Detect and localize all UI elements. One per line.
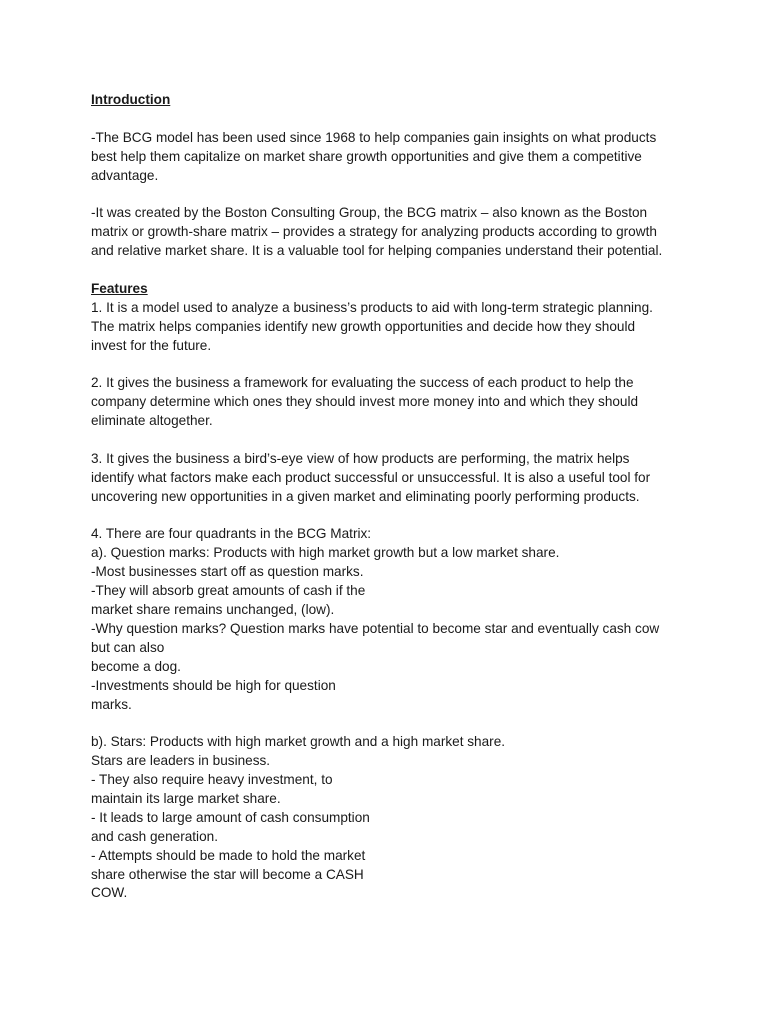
spacer (91, 355, 711, 374)
text-line: b). Stars: Products with high market growth and a high market share. (91, 734, 506, 750)
introduction-paragraph-2 (91, 204, 711, 261)
features-item-3 (91, 450, 711, 507)
text-line: Stars are leaders in business. (91, 753, 271, 769)
text-line: uncovering new opportunities in a given market and eliminating poorly performing products. (91, 488, 640, 504)
features-heading: Features (91, 280, 148, 296)
text-line: a). Question marks: Products with high market growth but a low market share. (91, 545, 560, 561)
text-line: 4. There are four quadrants in the BCG Matrix: (91, 526, 372, 542)
text-line: matrix or growth-share matrix – provides a strategy for analyzing products according to growth (91, 224, 657, 240)
text-line: and cash generation. (91, 828, 218, 844)
spacer (91, 507, 711, 526)
text-line: best help them capitalize on market share growth opportunities and give them a competitive (91, 148, 642, 164)
text-line: COW. (91, 885, 128, 901)
text-line: -Why question marks? Question marks have potential to become star and eventually cash cow (91, 620, 660, 636)
text-line: advantage. (91, 167, 159, 183)
spacer (91, 714, 711, 733)
text-line: identify what factors make each product successful or unsuccessful. It is also a useful tool for (91, 469, 651, 485)
text-line: market share remains unchanged, (low). (91, 602, 335, 618)
document-page (91, 91, 711, 903)
text-line: become a dog. (91, 658, 181, 674)
features-item-4 (91, 525, 711, 714)
introduction-heading: Introduction (91, 92, 171, 107)
spacer (91, 185, 711, 204)
text-line: and relative market share. It is a valuable tool for helping companies understand their potential. (91, 243, 663, 259)
text-line: marks. (91, 696, 132, 712)
introduction-paragraph-1 (91, 129, 711, 186)
text-line: 3. It gives the business a bird’s-eye view of how products are performing, the matrix helps (91, 450, 630, 466)
text-line: 1. It is a model used to analyze a business’s products to aid with long-term strategic planning. (91, 299, 653, 315)
spacer (91, 110, 711, 129)
text-line: company determine which ones they should invest more money into and which they should (91, 394, 639, 410)
text-line: -The BCG model has been used since 1968 to help companies gain insights on what products (91, 129, 657, 145)
features-item-4b-stars (91, 733, 711, 903)
spacer (91, 431, 711, 450)
text-line: maintain its large market share. (91, 790, 281, 806)
text-line: share otherwise the star will become a CASH (91, 866, 364, 882)
text-line: -It was created by the Boston Consulting Group, the BCG matrix – also known as the Boston (91, 205, 648, 221)
text-line: invest for the future. (91, 337, 212, 353)
text-line: - Attempts should be made to hold the market (91, 847, 366, 863)
text-line: -Most businesses start off as question marks. (91, 564, 364, 580)
text-line: -They will absorb great amounts of cash if the (91, 583, 366, 599)
text-line: but can also (91, 639, 165, 655)
text-line: -Investments should be high for question (91, 677, 336, 693)
text-line: 2. It gives the business a framework for evaluating the success of each product to help the (91, 375, 634, 391)
features-item-2 (91, 374, 711, 431)
features-item-1 (91, 299, 711, 356)
text-line: - It leads to large amount of cash consumption (91, 809, 370, 825)
spacer (91, 261, 711, 280)
text-line: - They also require heavy investment, to (91, 772, 333, 788)
text-line: eliminate altogether. (91, 413, 213, 429)
text-line: The matrix helps companies identify new growth opportunities and decide how they should (91, 318, 636, 334)
